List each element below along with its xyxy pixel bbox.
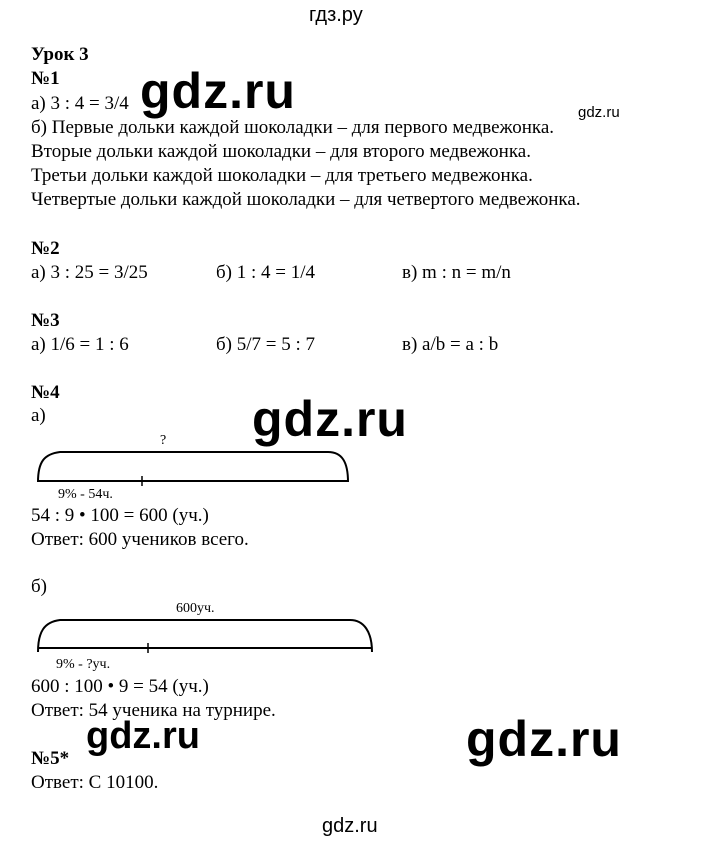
task4-b-solution: 600 : 100 • 9 = 54 (уч.) <box>31 676 209 697</box>
task2-number: №2 <box>31 238 60 259</box>
watermark-logo: gdz.ru <box>252 391 408 447</box>
task1-number: №1 <box>31 68 60 89</box>
diagram-a-bottom-label: 9% - 54ч. <box>58 487 113 502</box>
task1-b-line1: б) Первые дольки каждой шоколадки – для первого медвежонка. <box>31 117 555 138</box>
task3-c: в) a/b = a : b <box>402 334 499 355</box>
task3-a: а) 1/6 = 1 : 6 <box>31 334 129 355</box>
task4-number: №4 <box>31 382 60 403</box>
task4-b-label: б) <box>31 576 47 597</box>
segment-diagram-b <box>30 596 380 672</box>
task2-c: в) m : n = m/n <box>402 262 511 283</box>
diagram-a-top-label: ? <box>160 433 167 448</box>
task5-number: №5* <box>31 748 70 769</box>
diagram-b-bottom-label: 9% - ?уч. <box>56 657 111 672</box>
task5-answer: Ответ: С 10100. <box>31 772 159 793</box>
task1-a: а) 3 : 4 = 3/4 <box>31 93 129 114</box>
task4-b-answer: Ответ: 54 ученика на турнире. <box>31 700 276 721</box>
task1-b-line3: Третьи дольки каждой шоколадки – для третьего медвежонка. <box>31 165 533 186</box>
task1-b-line4: Четвертые дольки каждой шоколадки – для четвертого медвежонка. <box>31 189 581 210</box>
task2-a: а) 3 : 25 = 3/25 <box>31 262 148 283</box>
watermark-logo: gdz.ru <box>466 711 622 767</box>
watermark-logo: gdz.ru <box>86 715 200 757</box>
task3-b: б) 5/7 = 5 : 7 <box>216 334 316 355</box>
task2-b: б) 1 : 4 = 1/4 <box>216 262 316 283</box>
diagram-b-top-label: 600уч. <box>176 601 215 616</box>
brace-a <box>38 452 348 482</box>
task1-b-line2: Вторые дольки каждой шоколадки – для второго медвежонка. <box>31 141 531 162</box>
task3-number: №3 <box>31 310 60 331</box>
site-header: гдз.ру <box>309 4 363 26</box>
watermark-small: gdz.ru <box>578 104 620 121</box>
task4-a-answer: Ответ: 600 учеников всего. <box>31 529 249 550</box>
task4-a-label: а) <box>31 405 46 426</box>
watermark-bottom: gdz.ru <box>322 815 378 837</box>
segment-diagram-a <box>30 430 360 502</box>
lesson-title: Урок 3 <box>31 44 89 65</box>
watermark-logo: gdz.ru <box>140 63 296 119</box>
task4-a-solution: 54 : 9 • 100 = 600 (уч.) <box>31 505 209 526</box>
